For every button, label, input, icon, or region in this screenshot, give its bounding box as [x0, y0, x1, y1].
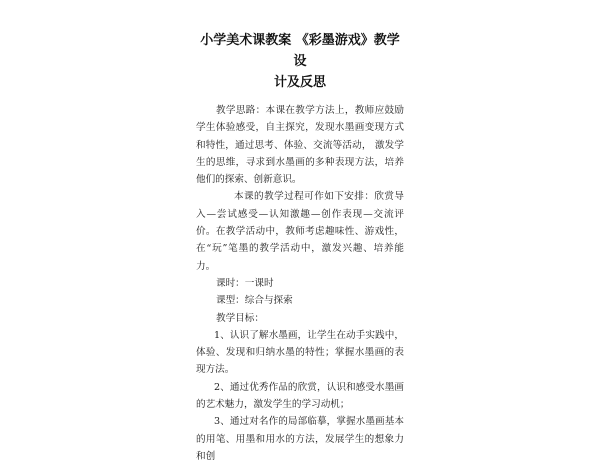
document-page [196, 30, 404, 462]
paragraph-objectives-heading: 教学目标： [216, 312, 264, 324]
title-line-2: 计及反思 [273, 75, 326, 90]
document-body [196, 102, 404, 465]
paragraph-teaching-approach: 教学思路：本课在教学方法上，教师应鼓励学生体验感受，自主探究，发现水墨画变现方式和特性，通过思考、体验、交流等活动， 激发学生的思维，寻求到水墨画的多种表现方法，培养他们的探索、创新意识。 [196, 105, 404, 186]
paragraph-teaching-process: 本课的教学过程可作如下安排：欣赏导入—尝试感受—认知激趣—创作表现—交流评价。在教学活动中，教师考虑趣味性、游戏性，在“玩”笔墨的教学活动中，激发兴趣、培养能力。 [196, 191, 404, 272]
title-line-1: 小学美术课教案 《彩墨游戏》教学设 [200, 33, 400, 69]
objective-item-3: 3、通过对名作的局部临摹，掌握水墨画基本的用笔、用墨和用水的方法，发展学生的想象力和创 [196, 416, 404, 462]
document-title [196, 30, 404, 93]
paragraph-lesson-type: 课型：综合与探索 [216, 295, 293, 307]
paragraph-class-hours: 课时：一课时 [216, 277, 274, 289]
objective-item-1: 1、认识了解水墨画，让学生在动手实践中，体验、发现和归纳水墨的特性；掌握水墨画的表现方法。 [196, 329, 404, 376]
objective-item-2: 2、通过优秀作品的欣赏，认识和感受水墨画的艺术魅力，激发学生的学习动机； [196, 381, 404, 411]
